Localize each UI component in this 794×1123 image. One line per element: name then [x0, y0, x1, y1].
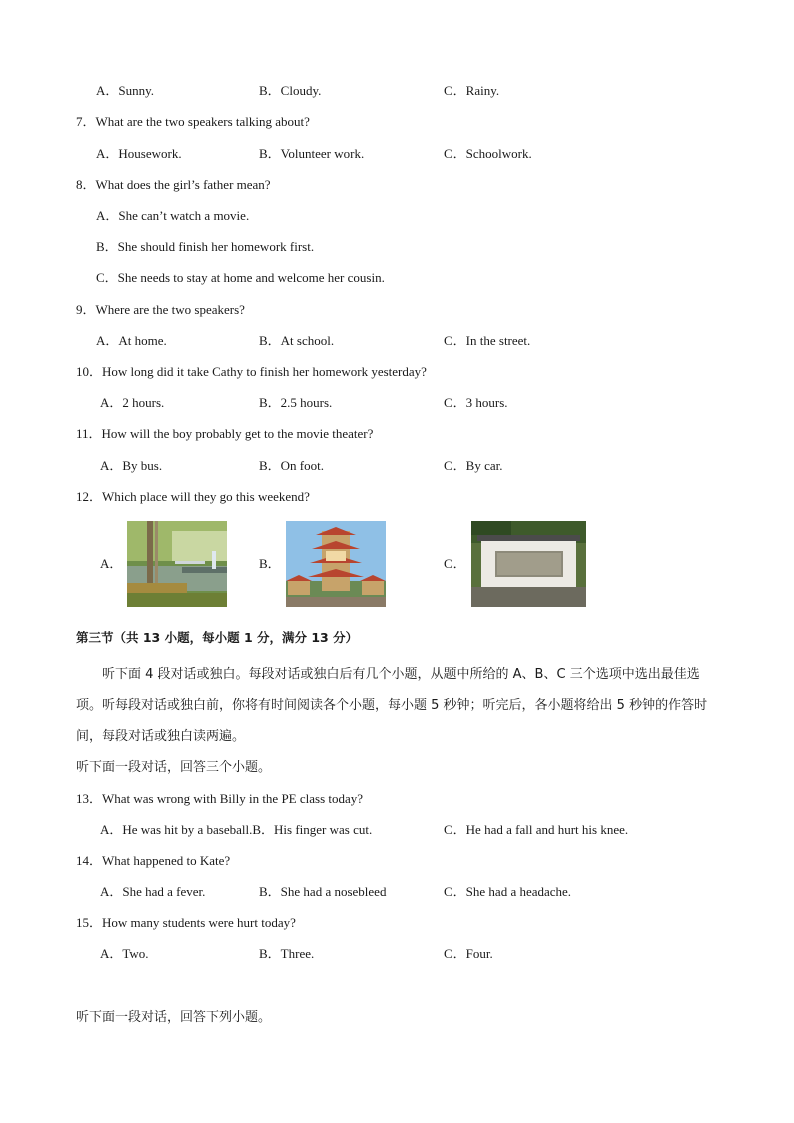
q10-stem: 10．How long did it take Cathy to finish her homework yesterday?: [76, 364, 427, 379]
instructions-text: 听下面 4 段对话或独白。每段对话或独白后有几个小题，从题中所给的 A、B、C 三个选项中选出最佳选项。听每段对话或独白前，你将有时间阅读各个小题，每小题 5 秒钟；听完后，各小题将给出 5 秒钟的作答时间，每段对话或独白读两遍。: [76, 667, 708, 744]
q9-option-b: B．At school.: [259, 333, 335, 348]
section-instructions: [76, 659, 722, 752]
q9-stem: 9．Where are the two speakers?: [76, 302, 245, 317]
q15-option-a: A．Two.: [100, 946, 149, 961]
q10-option-c: C．3 hours.: [444, 395, 508, 410]
q12-option-c-label: C．: [444, 556, 466, 571]
q13-option-c: C．He had a fall and hurt his knee.: [444, 822, 629, 837]
q8-option-c: C．She needs to stay at home and welcome her cousin.: [96, 270, 385, 285]
q14-stem: 14．What happened to Kate?: [76, 853, 231, 868]
section-title: 第三节（共 13 小题，每小题 1 分，满分 13 分）: [76, 630, 359, 645]
q13-stem: 13．What was wrong with Billy in the PE class today?: [76, 791, 364, 806]
q6-option-b: B．Cloudy.: [259, 83, 322, 98]
q11-stem: 11．How will the boy probably get to the movie theater?: [76, 426, 374, 441]
q15-option-c: C．Four.: [444, 946, 493, 961]
dialog1-intro: 听下面一段对话，回答三个小题。: [76, 760, 272, 775]
q7-stem: 7．What are the two speakers talking about?: [76, 114, 310, 129]
q15-stem: 15．How many students were hurt today?: [76, 915, 296, 930]
q7-option-a: A．Housework.: [96, 146, 182, 161]
q11-option-b: B．On foot.: [259, 458, 325, 473]
q15-option-b: B．Three.: [259, 946, 315, 961]
lake-park-photo: [127, 521, 227, 607]
q9-option-a: A．At home.: [96, 333, 167, 348]
q10-option-a: A．2 hours.: [100, 395, 165, 410]
q8-option-a: A．She can’t watch a movie.: [96, 208, 250, 223]
q10-option-b: B．2.5 hours.: [259, 395, 333, 410]
q11-option-c: C．By car.: [444, 458, 503, 473]
q6-option-c: C．Rainy.: [444, 83, 500, 98]
q9-option-c: C．In the street.: [444, 333, 531, 348]
dialog2-intro: 听下面一段对话，回答下列小题。: [76, 1010, 272, 1025]
q14-option-b: B．She had a nosebleed: [259, 884, 387, 899]
q11-option-a: A．By bus.: [100, 458, 163, 473]
q13-option-ab: A．He was hit by a baseball.B．His finger was cut.: [100, 822, 373, 837]
q8-stem: 8．What does the girl’s father mean?: [76, 177, 271, 192]
q6-option-a: A．Sunny.: [96, 83, 155, 98]
q14-option-a: A．She had a fever.: [100, 884, 206, 899]
q12-stem: 12．Which place will they go this weekend?: [76, 489, 310, 504]
q12-option-b-label: B．: [259, 556, 281, 571]
q7-option-c: C．Schoolwork.: [444, 146, 532, 161]
pagoda-tower-photo: [286, 521, 386, 607]
q14-option-c: C．She had a headache.: [444, 884, 572, 899]
q12-option-a-label: A．: [100, 556, 123, 571]
q8-option-b: B．She should finish her homework first.: [96, 239, 315, 254]
q7-option-b: B．Volunteer work.: [259, 146, 365, 161]
stone-wall-relief-photo: [471, 521, 586, 607]
